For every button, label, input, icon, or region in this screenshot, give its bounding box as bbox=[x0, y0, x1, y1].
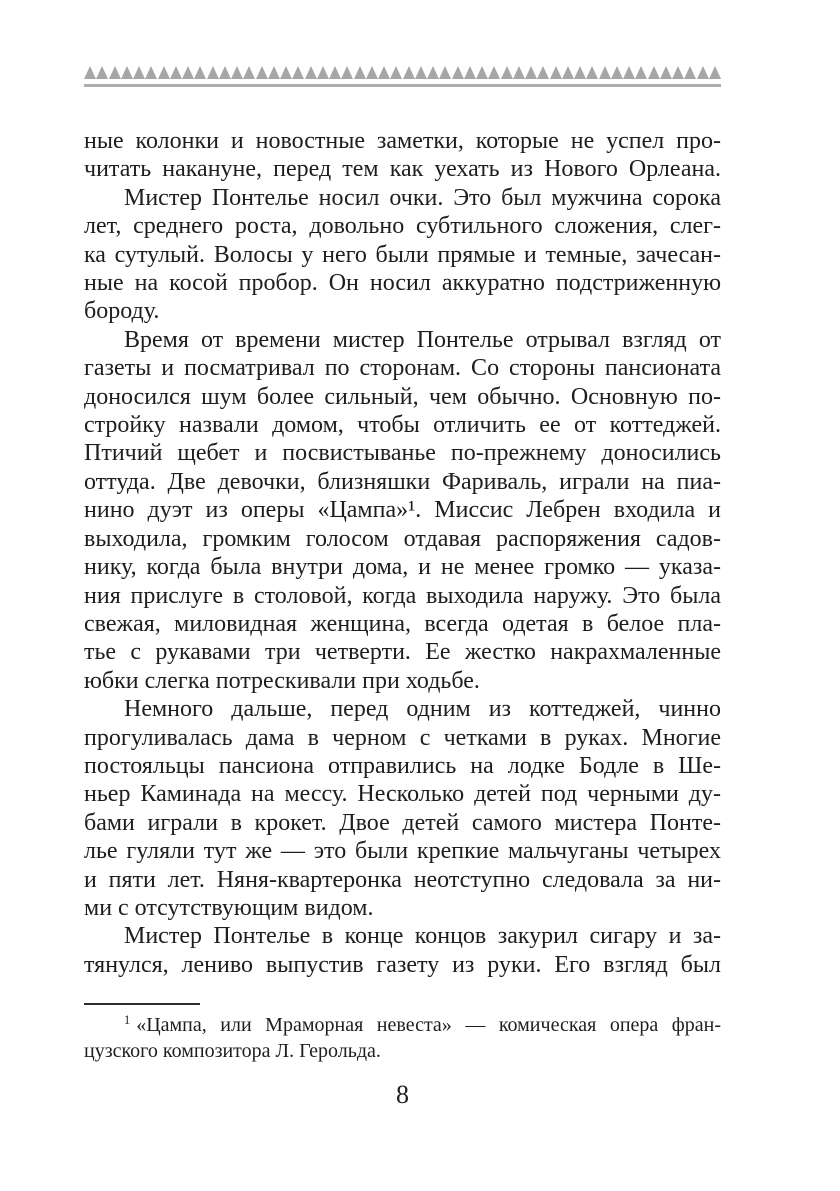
triangle-icon bbox=[158, 66, 170, 79]
triangle-icon bbox=[599, 66, 611, 79]
triangle-icon bbox=[84, 66, 96, 79]
triangle-icon bbox=[439, 66, 451, 79]
triangle-icon bbox=[390, 66, 402, 79]
body-text bbox=[84, 127, 721, 979]
triangle-icon bbox=[133, 66, 145, 79]
triangle-icon bbox=[366, 66, 378, 79]
text-line: ные на косой пробор. Он носил аккуратно подстриженную bbox=[84, 270, 721, 297]
triangle-icon bbox=[513, 66, 525, 79]
triangle-icon bbox=[256, 66, 268, 79]
triangle-icon bbox=[96, 66, 108, 79]
text-line: газеты и посматривал по сторонам. Со стороны пансионата bbox=[84, 355, 721, 382]
text-line: тянулся, лениво выпустив газету из руки. Его взгляд был bbox=[84, 951, 721, 978]
triangle-icon bbox=[243, 66, 255, 79]
triangle-icon bbox=[341, 66, 353, 79]
text-line: лет, среднего роста, довольно субтильного сложения, слег- bbox=[84, 213, 721, 240]
text-line: ния прислуге в столовой, когда выходила наружу. Это была bbox=[84, 582, 721, 609]
triangle-icon bbox=[329, 66, 341, 79]
triangle-icon bbox=[378, 66, 390, 79]
text-line: выходила, громким голосом отдавая распоряжения садов- bbox=[84, 525, 721, 552]
triangle-icon bbox=[415, 66, 427, 79]
triangle-icon bbox=[305, 66, 317, 79]
text-line: Мистер Понтелье носил очки. Это был мужчина сорока bbox=[124, 184, 721, 211]
triangle-icon bbox=[464, 66, 476, 79]
footnote-rule bbox=[84, 1003, 200, 1005]
paragraph bbox=[84, 127, 721, 184]
triangle-icon bbox=[562, 66, 574, 79]
footnote bbox=[84, 1003, 721, 1064]
triangle-icon bbox=[121, 66, 133, 79]
footnote-marker: 1 bbox=[124, 1012, 131, 1027]
triangle-icon bbox=[660, 66, 672, 79]
paragraph bbox=[84, 326, 721, 695]
text-line: доносился шум более сильный, чем обычно. Основную по- bbox=[84, 383, 721, 410]
text-line: бороду. bbox=[84, 298, 160, 325]
triangle-icon bbox=[697, 66, 709, 79]
footnote-line: $^1$ «Цампа, или Мраморная невеста» — комическая опера фран- bbox=[124, 1012, 721, 1037]
triangle-icon bbox=[550, 66, 562, 79]
triangle-icon bbox=[280, 66, 292, 79]
paragraph bbox=[84, 695, 721, 922]
triangle-icon bbox=[623, 66, 635, 79]
triangle-icon bbox=[268, 66, 280, 79]
text-line: читать накануне, перед тем как уехать из Нового Орлеана. bbox=[84, 156, 721, 183]
triangle-icon bbox=[488, 66, 500, 79]
page-number: 8 bbox=[396, 1080, 409, 1110]
triangle-icon bbox=[635, 66, 647, 79]
text-line: постояльцы пансиона отправились на лодке Бодле в Ше- bbox=[84, 752, 721, 779]
triangle-icon bbox=[231, 66, 243, 79]
triangle-icon bbox=[501, 66, 513, 79]
text-line: свежая, миловидная женщина, всегда одетая в белое пла- bbox=[84, 610, 721, 637]
triangle-icon bbox=[292, 66, 304, 79]
triangle-icon bbox=[648, 66, 660, 79]
text-line: прогуливалась дама в черном с четками в руках. Многие bbox=[84, 724, 721, 751]
triangle-icon bbox=[170, 66, 182, 79]
text-line: бами играли в крокет. Двое детей самого мистера Понте- bbox=[84, 809, 721, 836]
triangle-icon bbox=[672, 66, 684, 79]
text-line: Время от времени мистер Понтелье отрывал взгляд от bbox=[124, 326, 721, 353]
text-line: ные колонки и новостные заметки, которые не успел про- bbox=[84, 128, 721, 154]
text-line: стройку назвали домом, чтобы отличить ее от коттеджей. bbox=[84, 412, 721, 439]
triangle-icon bbox=[611, 66, 623, 79]
triangle-icon bbox=[219, 66, 231, 79]
text-line: юбки слегка потрескивали при ходьбе. bbox=[84, 667, 480, 694]
text-line: нику, когда была внутри дома, и не менее громко — указа- bbox=[84, 554, 721, 581]
text-line: Немного дальше, перед одним из коттеджей, чинно bbox=[124, 696, 721, 723]
text-line: тье с рукавами три четверти. Ее жестко накрахмаленные bbox=[84, 639, 721, 666]
triangle-icon bbox=[403, 66, 415, 79]
triangle-icon bbox=[525, 66, 537, 79]
footnote-line: цузского композитора Л. Герольда. bbox=[84, 1040, 381, 1063]
triangle-icon bbox=[709, 66, 721, 79]
text-line: нино дуэт из оперы «Цампа»¹. Миссис Лебрен входила и bbox=[84, 497, 721, 524]
triangle-border bbox=[84, 66, 721, 79]
triangle-icon bbox=[317, 66, 329, 79]
triangle-icon bbox=[537, 66, 549, 79]
triangle-icon bbox=[109, 66, 121, 79]
text-line: и пяти лет. Няня-квартеронка неотступно следовала за ни- bbox=[84, 866, 721, 893]
text-line: ка сутулый. Волосы у него были прямые и темные, зачесан- bbox=[84, 241, 721, 268]
triangle-icon bbox=[194, 66, 206, 79]
triangle-icon bbox=[145, 66, 157, 79]
triangle-icon bbox=[354, 66, 366, 79]
triangle-icon bbox=[182, 66, 194, 79]
triangle-icon bbox=[684, 66, 696, 79]
text-line: Мистер Понтелье в конце концов закурил сигару и за- bbox=[124, 923, 721, 950]
triangle-icon bbox=[207, 66, 219, 79]
text-line: оттуда. Две девочки, близняшки Фариваль, играли на пиа- bbox=[84, 468, 721, 495]
paragraph bbox=[84, 184, 721, 326]
triangle-icon bbox=[476, 66, 488, 79]
text-line: ми с отсутствующим видом. bbox=[84, 894, 374, 921]
triangle-icon bbox=[427, 66, 439, 79]
header-ornament bbox=[84, 66, 721, 87]
text-line: Птичий щебет и посвистыванье по-прежнему доносились bbox=[84, 440, 721, 467]
text-line: лье гуляли тут же — это были крепкие мальчуганы четырех bbox=[84, 838, 721, 865]
text-line: ньер Каминада на мессу. Несколько детей под черными ду- bbox=[84, 781, 721, 808]
triangle-icon bbox=[574, 66, 586, 79]
triangle-icon bbox=[452, 66, 464, 79]
header-rule bbox=[84, 84, 721, 87]
footnote-text bbox=[84, 1012, 721, 1064]
triangle-icon bbox=[586, 66, 598, 79]
paragraph bbox=[84, 922, 721, 979]
